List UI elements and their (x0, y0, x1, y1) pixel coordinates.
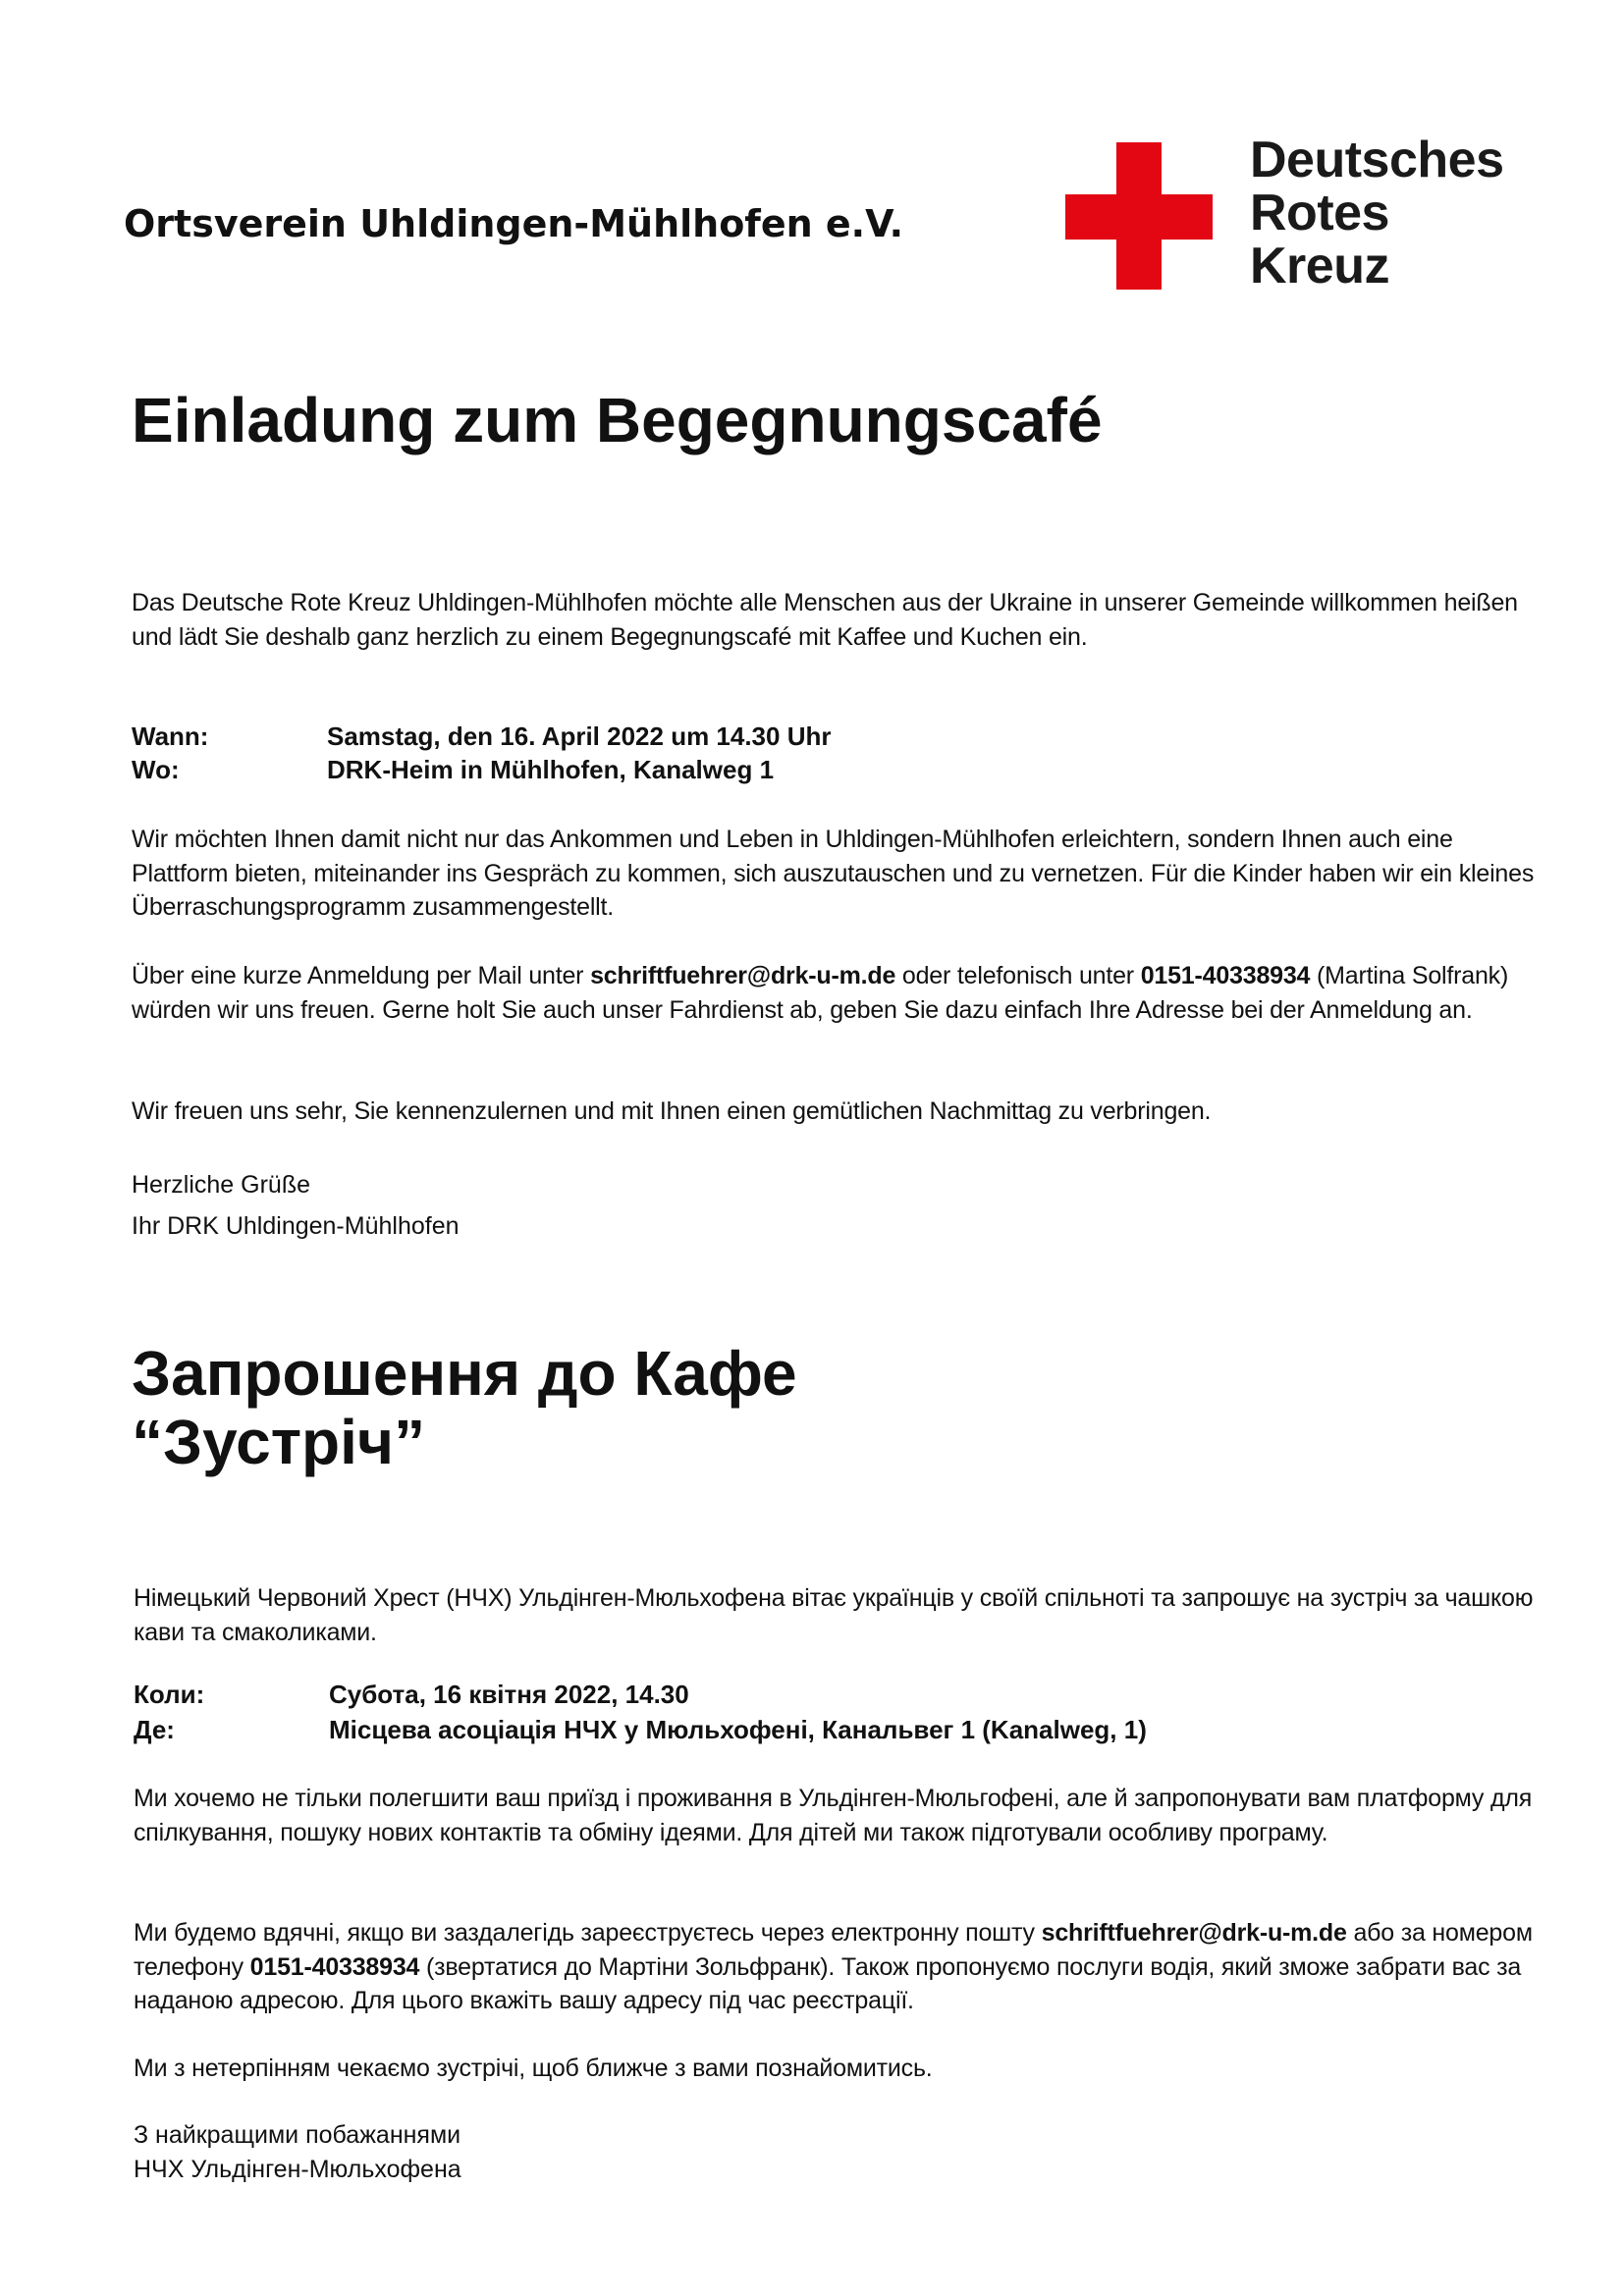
ukrainian-intro: Німецький Червоний Хрест (НЧХ) Ульдінген-Мюльхофена вітає українців у своїй спільноті та запрошує на зустріч за чашкою кави та смаколиками. (134, 1584, 1534, 1646)
ukrainian-para3-text-3: (звертатися до Мартіни Зольфранк). Також пропонуємо послуги водія, який зможе забрати вас за наданою адресою. Для цього вкажіть вашу адресу під час реєстрації. (134, 1952, 1522, 2014)
ukrainian-when-value: Субота, 16 квітня 2022, 14.30 (329, 1680, 689, 1709)
german-title: Einladung zum Begegnungscafé (132, 385, 1103, 455)
german-when-row (132, 720, 1310, 753)
drk-logo (1065, 132, 1537, 294)
german-closing-line-1: Herzliche Grüße (132, 1171, 310, 1199)
german-where-value: DRK-Heim in Mühlhofen, Kanalweg 1 (327, 755, 775, 784)
german-where-label: Wo: (132, 755, 180, 784)
ukrainian-where-row (134, 1713, 1410, 1746)
german-phone: 0151-40338934 (1140, 962, 1311, 989)
german-paragraph-2: Wir möchten Ihnen damit nicht nur das Ankommen und Leben in Uhldingen-Mühlhofen erleichtern, sondern Ihnen auch eine Plattform bieten, miteinander ins Gespräch zu kommen, sich auszutauschen und zu vernetzen. Für die Kinder haben wir ein kleines Überraschungsprogramm zusammengestellt. (132, 826, 1535, 921)
ukrainian-closing (134, 2118, 461, 2187)
ukrainian-when-row (134, 1678, 1410, 1711)
german-intro: Das Deutsche Rote Kreuz Uhldingen-Mühlhofen möchte alle Menschen aus der Ukraine in unserer Gemeinde willkommen heißen und lädt Sie deshalb ganz herzlich zu einem Begegnungscafé mit Kaffee und Kuchen ein. (132, 589, 1518, 651)
ukrainian-title-line-2: “Зустріч” (132, 1407, 426, 1477)
german-para3-text-3: (Martina Solfrank) würden wir uns freuen. Gerne holt Sie auch unser Fahrdienst ab, geben Sie dazu einfach Ihre Adresse bei der Anmeldung an. (132, 962, 1509, 1024)
ukrainian-email: schriftfuehrer@drk-u-m.de (1041, 1919, 1347, 1947)
ukrainian-closing-line-2: НЧХ Ульдінген-Мюльхофена (134, 2156, 461, 2183)
logo-line-3: Kreuz (1250, 238, 1389, 294)
logo-line-2: Rotes (1250, 185, 1389, 241)
ukrainian-where-value: Місцева асоціація НЧХ у Мюльхофені, Канальвег 1 (Kanalweg, 1) (329, 1715, 1147, 1744)
logo-line-1: Deutsches (1250, 132, 1504, 188)
german-where-row (132, 753, 1310, 786)
ukrainian-paragraph-2: Ми хочемо не тільки полегшити ваш приїзд і проживання в Ульдінген-Мюльгофені, але й запропонувати вам платформу для спілкування, пошуку нових контактів та обміну ідеями. Для дітей ми також підготували особливу програму. (134, 1785, 1533, 1846)
org-name: Ortsverein Uhldingen-Mühlhofen e.V. (124, 202, 904, 245)
german-closing-line-2: Ihr DRK Uhldingen-Mühlhofen (132, 1212, 460, 1240)
logo-wordmark (1250, 133, 1504, 293)
german-when-value: Samstag, den 16. April 2022 um 14.30 Uhr (327, 721, 832, 751)
german-para3-text-1: Über eine kurze Anmeldung per Mail unter (132, 962, 591, 989)
ukrainian-when-label: Коли: (134, 1680, 205, 1709)
german-when-label: Wann: (132, 721, 209, 751)
ukrainian-closing-line-1: З найкращими побажаннями (134, 2121, 461, 2149)
german-paragraph-3 (132, 959, 1545, 1027)
german-email: schriftfuehrer@drk-u-m.de (590, 962, 896, 989)
ukrainian-paragraph-4: Ми з нетерпінням чекаємо зустрічі, щоб ближче з вами познайомитись. (134, 2055, 933, 2082)
ukrainian-title-line-1: Запрошення до Кафе (132, 1338, 797, 1409)
ukrainian-title (132, 1339, 797, 1476)
german-closing (132, 1164, 460, 1247)
ukrainian-para3-text-2: або за номером телефону (134, 1919, 1533, 1981)
ukrainian-para3-text-1: Ми будемо вдячні, якщо ви заздалегідь зареєструєтесь через електронну пошту (134, 1919, 1042, 1947)
german-para3-text-2: oder telefonisch unter (895, 962, 1141, 989)
ukrainian-paragraph-3 (134, 1916, 1547, 2018)
ukrainian-phone: 0151-40338934 (249, 1952, 420, 1981)
german-paragraph-4: Wir freuen uns sehr, Sie kennenzulernen und mit Ihnen einen gemütlichen Nachmittag zu verbringen. (132, 1097, 1212, 1125)
red-cross-icon-vertical (1116, 142, 1162, 290)
ukrainian-where-label: Де: (134, 1715, 175, 1744)
